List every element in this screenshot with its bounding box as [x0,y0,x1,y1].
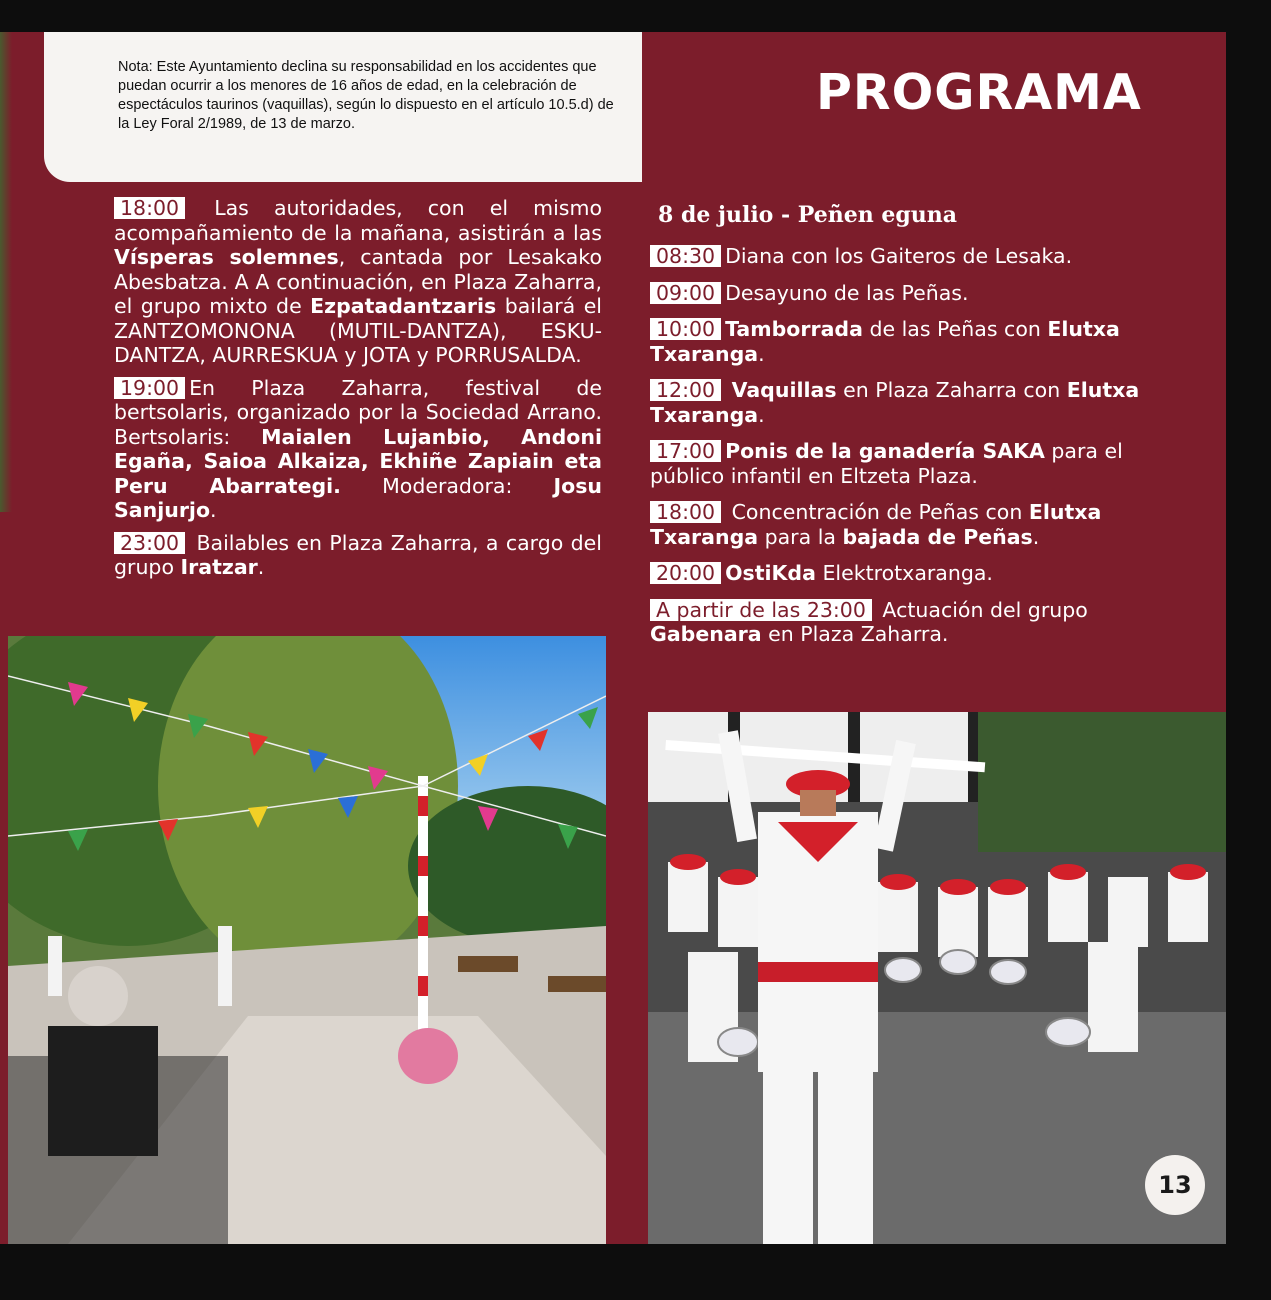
entry-text: , cantada por Lesakako Abesbatza. A A continuación, en Plaza Zaharra, el grupo mixto de [114,245,602,318]
entry-text: . [758,341,765,366]
schedule-entry [114,531,602,580]
entry-text: en Plaza Zaharra con [836,378,1067,402]
entry-text: Elektrotxaranga. [815,561,993,585]
time-label: 12:00 [650,379,721,401]
entry-text: para el público infantil en Eltzeta Plaza. [650,439,1123,488]
page-title: PROGRAMA [816,64,1142,121]
entry-text: en Plaza Zaharra. [761,622,949,646]
entry-text: Las autoridades, con el mismo acompañamiento de la mañana, asistirán a las [114,196,602,245]
schedule-left-column [114,196,602,588]
schedule-entry [650,561,1142,586]
highlight-text: Ponis de la ganadería SAKA [725,439,1045,463]
entry-text: Concentración de Peñas con [725,500,1029,524]
tamborrada-photo [648,712,1226,1244]
entry-text: . [257,555,265,579]
time-label: 10:00 [650,318,721,340]
schedule-entry [650,439,1142,488]
time-label: 18:00 [650,501,721,523]
entry-text: . [758,402,765,427]
plaza-photo [8,636,606,1244]
right-entries-list [650,244,1142,647]
highlight-text: Vísperas solemnes [114,245,339,269]
entry-text: bailará el ZANTZOMONONA (MUTIL-DANTZA), ESKU-DANTZA, AURRESKUA y JOTA y PORRUSALDA. [114,294,602,367]
entry-text: Moderadora: [340,473,554,498]
time-label: 23:00 [114,532,185,554]
highlight-text: Elutxa Txaranga [650,500,1102,549]
legal-note-text: Nota: Este Ayuntamiento declina su responsabilidad en los accidentes que puedan ocurrir a los menores de 16 años de edad, en la celebración de espectáculos taurinos (vaquillas), según lo dispuesto en el artículo 10.5.d) de la Ley Foral 2/1989, de 13 de marzo. [118,59,614,132]
schedule-entry [114,376,602,523]
entry-text: Desayuno de las Peñas. [725,280,969,305]
schedule-entry [650,500,1142,549]
page-edge [0,32,12,512]
time-label: A partir de las 23:00 [650,599,872,621]
time-label: 20:00 [650,562,721,584]
entry-text: . [1032,524,1040,549]
highlight-text: OstiKda [725,561,816,585]
highlight-text: Elutxa Txaranga [650,317,1120,366]
highlight-text: Gabenara [650,622,762,646]
highlight-text: Maialen Lujanbio, Andoni Egaña, Saioa Alkaiza, Ekhiñe Zapiain eta Peru Abarrategi. [114,424,602,498]
time-label: 19:00 [114,377,185,399]
entry-text: de las Peñas con [862,317,1048,341]
highlight-text: Iratzar [180,555,258,579]
page-number: 13 [1145,1155,1205,1215]
highlight-text: Josu Sanjurjo [114,473,602,522]
entry-text: Bailables en Plaza Zaharra, a cargo del grupo [114,530,602,579]
legal-note-box [44,32,642,182]
time-label: 09:00 [650,282,721,304]
tamborrada-illustration [648,712,1226,1244]
entry-text: En Plaza Zaharra, festival de bertsolaris, organizado por la Sociedad Arrano. Bertsolaris: [114,375,602,449]
entry-text: . [210,498,217,522]
schedule-entry [650,378,1142,427]
entry-text: Actuación del grupo [875,597,1088,622]
time-label: 08:30 [650,245,721,267]
highlight-text: Ezpatadantzaris [310,294,497,318]
highlight-text: Vaquillas [731,378,837,402]
entry-text: Diana con los Gaiteros de Lesaka. [725,244,1073,268]
schedule-entry [650,281,1142,306]
time-label: 18:00 [114,197,185,219]
day-heading: 8 de julio - Peñen eguna [658,202,958,228]
schedule-right-column [650,196,1142,659]
time-label: 17:00 [650,440,721,462]
schedule-entry [650,317,1142,366]
highlight-text: bajada de Peñas [842,524,1033,549]
highlight-text: Elutxa Txaranga [650,378,1140,427]
schedule-entry [114,196,602,368]
entry-text: para la [758,524,843,549]
highlight-text: Tamborrada [725,317,863,341]
plaza-illustration [8,636,606,1244]
schedule-entry [650,598,1142,647]
schedule-entry [650,244,1142,269]
